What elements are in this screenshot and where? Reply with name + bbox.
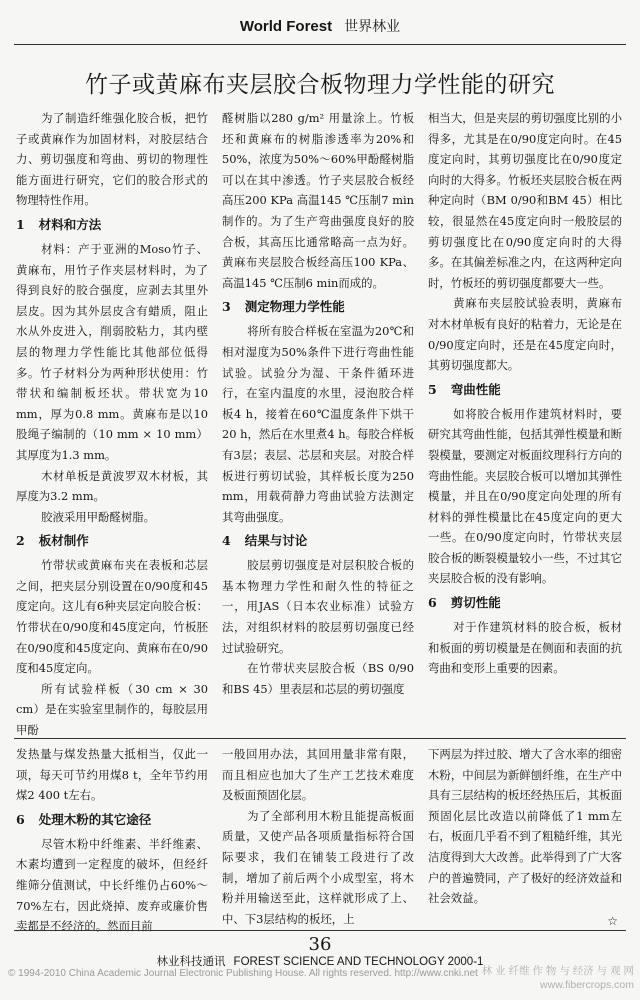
section-heading [222, 297, 414, 317]
journal-name-cn: 世界林业 [344, 19, 401, 35]
section-title: 结果与讨论 [244, 533, 308, 549]
section-number: 4 [222, 533, 231, 549]
copyright-notice: © 1994-2010 China Academic Journal Electronic Publishing House. All rights reserved. http://www.cnki.net [8, 968, 478, 979]
site-watermark [482, 964, 634, 992]
text-column-1 [16, 108, 208, 738]
body-paragraph: 尽管木粉中纤维素、半纤维素、木素均遭到一定程度的破坏，但经纤维筛分值测试，中长纤维仍占60%～70%左右，因此烧掉、废弃或廉价售卖都是不经济的。然而目前 [16, 836, 208, 934]
body-paragraph: 材料：产于亚洲的Moso竹子、黄麻布，用竹子作夹层材料时，为了得到良好的胶合强度，应剥去其里外层皮。因为其外层皮含有蜡质，阻止水从外皮进入，削弱胶粘力，其内壁层的物理力学性能比其他部位低得多。竹子材料分为两种形状使用：竹带状和编制板坯状。带状宽为10 mm，厚为0.8 mm。黄麻布是以10股绳子编制的（10 mm × 10 mm）其厚度为1.3 mm。 [16, 241, 208, 462]
section-heading [16, 531, 208, 551]
section-title: 板材制作 [38, 533, 89, 549]
watermark-line-1: 林 业 纤维 作 物 与 经济 与 观 网 [481, 965, 634, 977]
body-paragraph: 木材单板是黄波罗双木材板，其厚度为3.2 mm。 [16, 468, 208, 504]
section-number: 6 [428, 595, 437, 611]
end-mark: ☆ [607, 914, 618, 928]
lower-column-3 [428, 744, 622, 920]
footer-rule [14, 930, 626, 931]
lower-column-2 [222, 744, 414, 926]
body-paragraph: 黄麻布夹层胶试验表明，黄麻布对木材单板有良好的粘着力，无论是在0/90度定向时，还是在45度定向时，其剪切强度都大。 [428, 296, 622, 373]
body-paragraph: 对于作建筑材料的胶合板，板材和板面的剪切模量是在侧面和表面的抗弯曲和变形上重要的因素。 [428, 620, 622, 676]
body-paragraph: 为了制造纤维强化胶合板，把竹子或黄麻作为加固材料，对胶层结合力、剪切强度和弯曲、剪切的物理性能方面进行研究，它们的胶合形式的物理特性作用。 [16, 111, 208, 208]
text-column-2 [222, 108, 414, 728]
body-paragraph: 所有试验样板（30 cm × 30 cm）是在实验室里制作的，每胶层用甲酚 [16, 681, 208, 738]
section-number: 2 [16, 533, 25, 549]
section-heading [222, 531, 414, 551]
running-header [0, 16, 640, 36]
section-title: 测定物理力学性能 [244, 299, 345, 315]
body-paragraph: 在竹带状夹层胶合板（BS 0/90和BS 45）里表层和芯层的剪切强度 [222, 661, 414, 696]
section-title: 处理木粉的其它途径 [38, 811, 152, 827]
section-number: 1 [16, 216, 25, 232]
section-heading [16, 215, 208, 235]
footer-journal-cn: 林业科技通讯 [156, 954, 226, 968]
section-number: 6 [16, 811, 25, 827]
article-title: 竹子或黄麻布夹层胶合板物理力学性能的研究 [85, 72, 555, 98]
body-paragraph: 醛树脂以280 g/m² 用量涂上。竹板坯和黄麻布的树脂渗透率为20%和50%，浓度为50%～60%甲酚醛树脂可以在其中渗透。竹子夹层胶合板经高压200 KPa 高温145 ℃压制7 min制作的。为了生产弯曲强度良好的胶合板，其高压比通常略高一点为好。黄麻布夹层胶合板经高压100 KPa、高温145 ℃压制6 min而成的。 [222, 111, 414, 290]
text-column-3 [428, 108, 622, 728]
journal-name-en: World Forest [239, 18, 333, 35]
body-paragraph: 下两层为拌过胶、增大了含水率的细密木粉，中间层为新鲜刨纤维，在生产中具有三层结构的板坯经热压后，其板面预固化层比改造以前降低了1 mm左右，板面几乎看不到了粗糙纤维，其光洁度得到大大改善。此举得到了广大客户的普遍赞同，产了极好的经济效益和社会效益。 [428, 747, 622, 906]
body-paragraph: 为了全部利用木粉且能提高板面质量，又使产品各项质量指标符合国际要求，我们在铺装工段进行了改制，增加了前后两个小成型室，将木粉并用输送至此，这样就形成了上、中、下3层结构的板坯，上 [222, 808, 414, 926]
body-paragraph: 一般回用办法，其回用量非常有限，而且相应也加大了生产工艺技术难度及板面预固化层。 [222, 747, 414, 803]
body-paragraph: 竹带状或黄麻布夹在表板和芯层之间，把夹层分别设置在0/90度和45度定向。这儿有6种夹层定向胶合板：竹带状在0/90度和45度定向，竹板胚在0/90度和45度定向、黄麻布在0/90度和45度定向。 [16, 558, 208, 676]
body-paragraph: 如将胶合板用作建筑材料时，要研究其弯曲性能，包括其弹性模量和断裂模量，要测定对板面纹理科行方向的弯曲性能。夹层胶合板可以增加其弹性模量，并且在0/90度定向处理的所有材料的弹性模量比在45度定向的更大一些。在0/90度定向时，竹带状夹层胶合板的断裂模量较小一些，不过其它夹层胶合板的没有影响。 [428, 406, 622, 586]
section-title: 剪切性能 [450, 595, 501, 611]
body-paragraph: 相当大，但是夹层的剪切强度比别的小得多，尤其是在0/90度定向时。在45度定向时，其剪切强度比在0/90度定向时的大得多。竹板坯夹层胶合板在两种定向时（BM 0/90和BM 45）相比较，很显然在45度定向时一般胶层的剪切强度比在0/90度定向时的大得多。在其偏差标准之内，在这两种定向时，竹板坯的剪切强度都要大一些。 [428, 111, 622, 290]
lower-column-1 [16, 744, 208, 934]
body-paragraph: 发热量与煤发热量大抵相当，仅此一项，每天可节约用煤8 t，全年节约用煤2 400 t左右。 [16, 747, 208, 803]
body-paragraph: 胶层剪切强度是对层积胶合板的基本物理力学性和耐久性的特征之一，用JAS（日本农业标准）试验方法，对组织材料的胶层剪切强度已经过试验研究。 [222, 558, 414, 655]
section-heading [428, 380, 622, 400]
section-title: 弯曲性能 [450, 381, 501, 397]
page-number: 36 [308, 934, 332, 955]
section-title: 材料和方法 [38, 216, 102, 232]
section-number: 5 [428, 381, 437, 397]
section-heading [16, 810, 208, 830]
body-paragraph: 将所有胶合样板在室温为20℃和相对湿度为50%条件下进行弯曲性能试验。试验分为湿、干条件循环进行，在室内温度的水里，浸泡胶合样板4 h，接着在60℃温度条件下烘干20 h，然后在水里煮4 h。每胶合样板有3层；表层、芯层和夹层。对胶合样板进行剪切试验，其样板长度为250 mm，用载荷静力弯曲试验方法测定其弯曲强度。 [222, 324, 414, 524]
watermark-line-2: www.fibercrops.com [540, 979, 634, 991]
footer-journal-en: FOREST SCIENCE AND TECHNOLOGY 2000-1 [233, 956, 484, 968]
section-heading [428, 593, 622, 613]
section-divider [14, 738, 626, 739]
body-paragraph: 胶液采用甲酚醛树脂。 [41, 509, 155, 524]
header-rule [14, 44, 626, 45]
section-number: 3 [222, 299, 231, 315]
